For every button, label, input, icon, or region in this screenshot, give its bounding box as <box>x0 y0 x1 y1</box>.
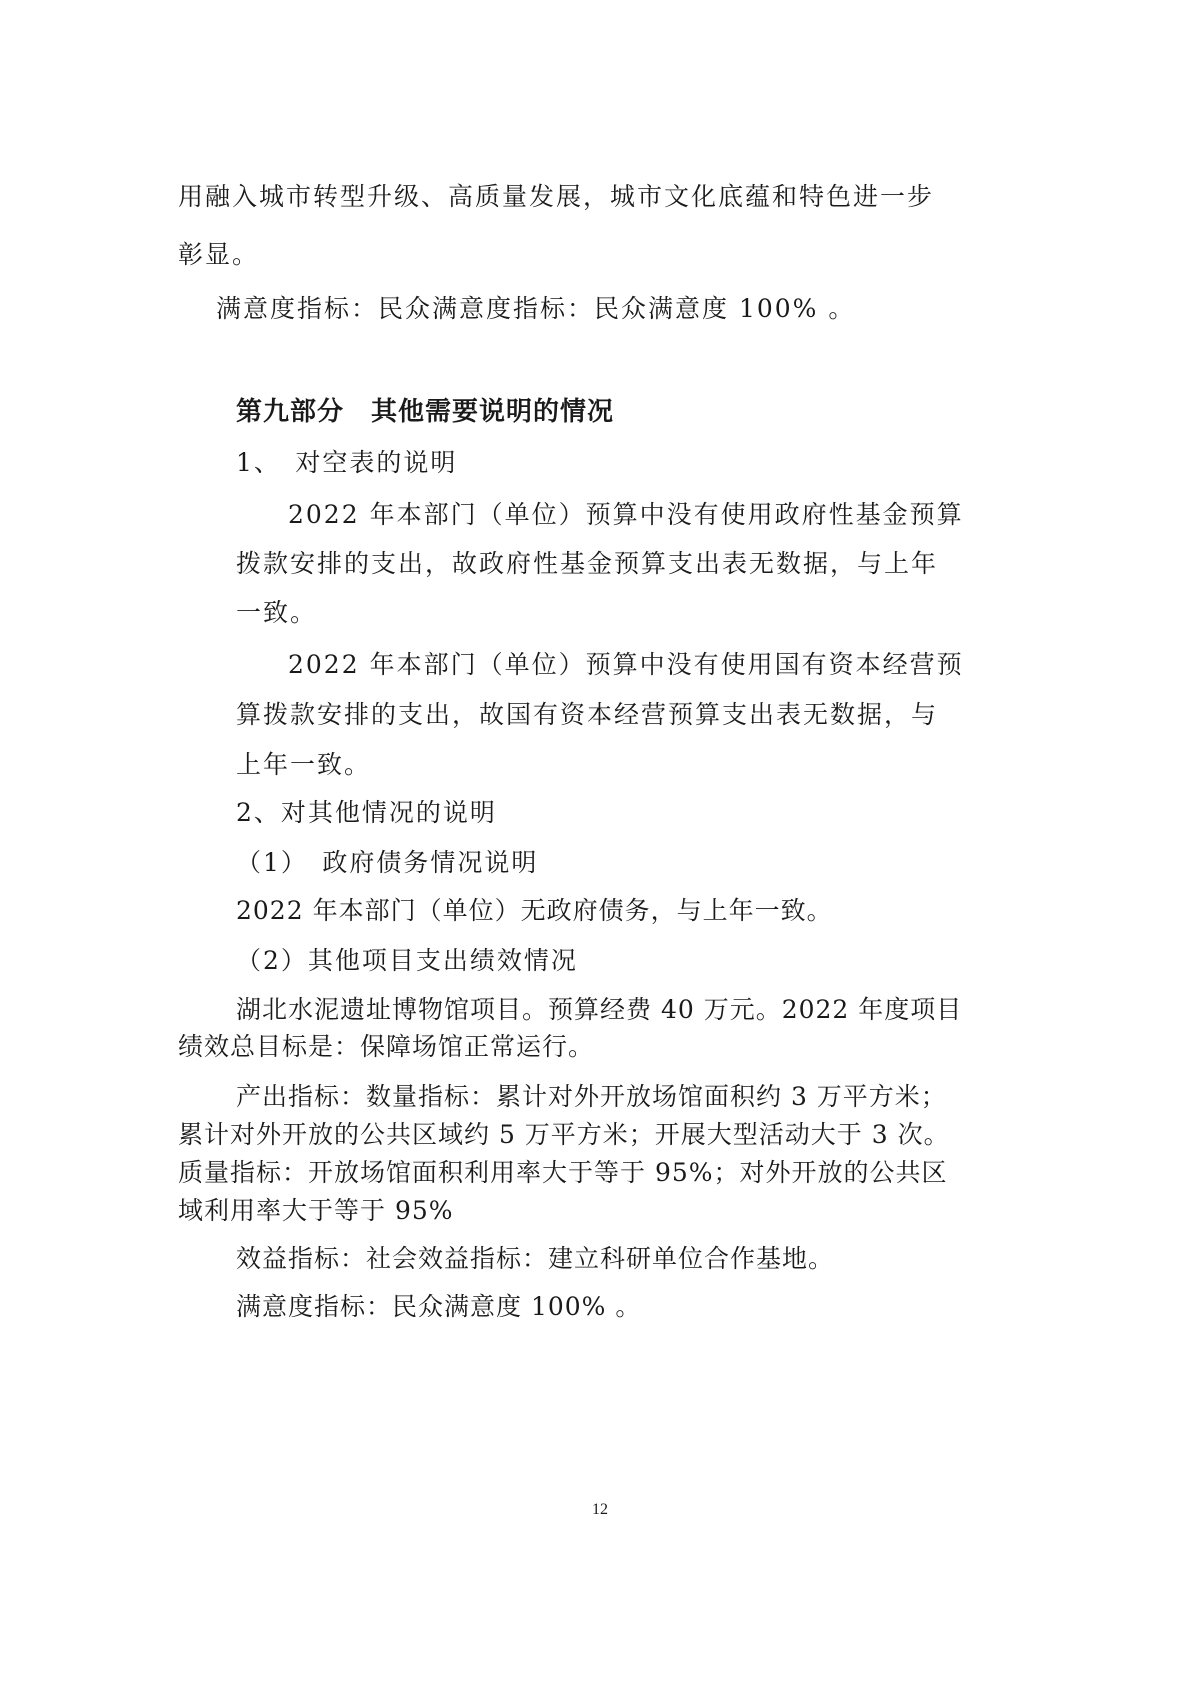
paragraph-line: 一致。 <box>236 598 318 627</box>
list-item-heading: 2、对其他情况的说明 <box>236 798 497 827</box>
paragraph-line: 质量指标：开放场馆面积利用率大于等于 95%；对外开放的公共区 <box>178 1158 948 1187</box>
paragraph-line: 用融入城市转型升级、高质量发展，城市文化底蕴和特色进一步 <box>178 182 935 211</box>
page-number: 12 <box>592 1501 608 1518</box>
paragraph-line: 绩效总目标是：保障场馆正常运行。 <box>178 1032 595 1061</box>
paragraph-line: 域利用率大于等于 95% <box>178 1196 454 1225</box>
paragraph-line: 拨款安排的支出，故政府性基金预算支出表无数据，与上年 <box>236 549 939 578</box>
paragraph-line: 算拨款安排的支出，故国有资本经营预算支出表无数据，与 <box>236 700 939 729</box>
paragraph-line: 产出指标：数量指标：累计对外开放场馆面积约 3 万平方米； <box>236 1082 947 1111</box>
satisfaction-indicator: 满意度指标：民众满意度指标：民众满意度 100% 。 <box>216 294 856 323</box>
paragraph-line: 湖北水泥遗址博物馆项目。预算经费 40 万元。2022 年度项目 <box>236 995 963 1024</box>
list-item-heading: 1、 对空表的说明 <box>236 448 458 477</box>
paragraph-line: 上年一致。 <box>236 750 372 779</box>
paragraph-line: 2022 年本部门（单位）无政府债务，与上年一致。 <box>236 896 833 925</box>
sub-item-heading: （2）其他项目支出绩效情况 <box>236 946 578 975</box>
paragraph-line: 满意度指标：民众满意度 100% 。 <box>236 1292 642 1321</box>
paragraph-line: 2022 年本部门（单位）预算中没有使用国有资本经营预 <box>288 650 964 679</box>
paragraph-line: 2022 年本部门（单位）预算中没有使用政府性基金预算 <box>288 500 964 529</box>
paragraph-line: 效益指标：社会效益指标：建立科研单位合作基地。 <box>236 1244 835 1273</box>
section-heading: 第九部分 其他需要说明的情况 <box>236 397 615 427</box>
paragraph-line: 累计对外开放的公共区域约 5 万平方米；开展大型活动大于 3 次。 <box>178 1120 950 1149</box>
paragraph-line: 彰显。 <box>178 240 260 269</box>
sub-item-heading: （1） 政府债务情况说明 <box>236 848 539 877</box>
